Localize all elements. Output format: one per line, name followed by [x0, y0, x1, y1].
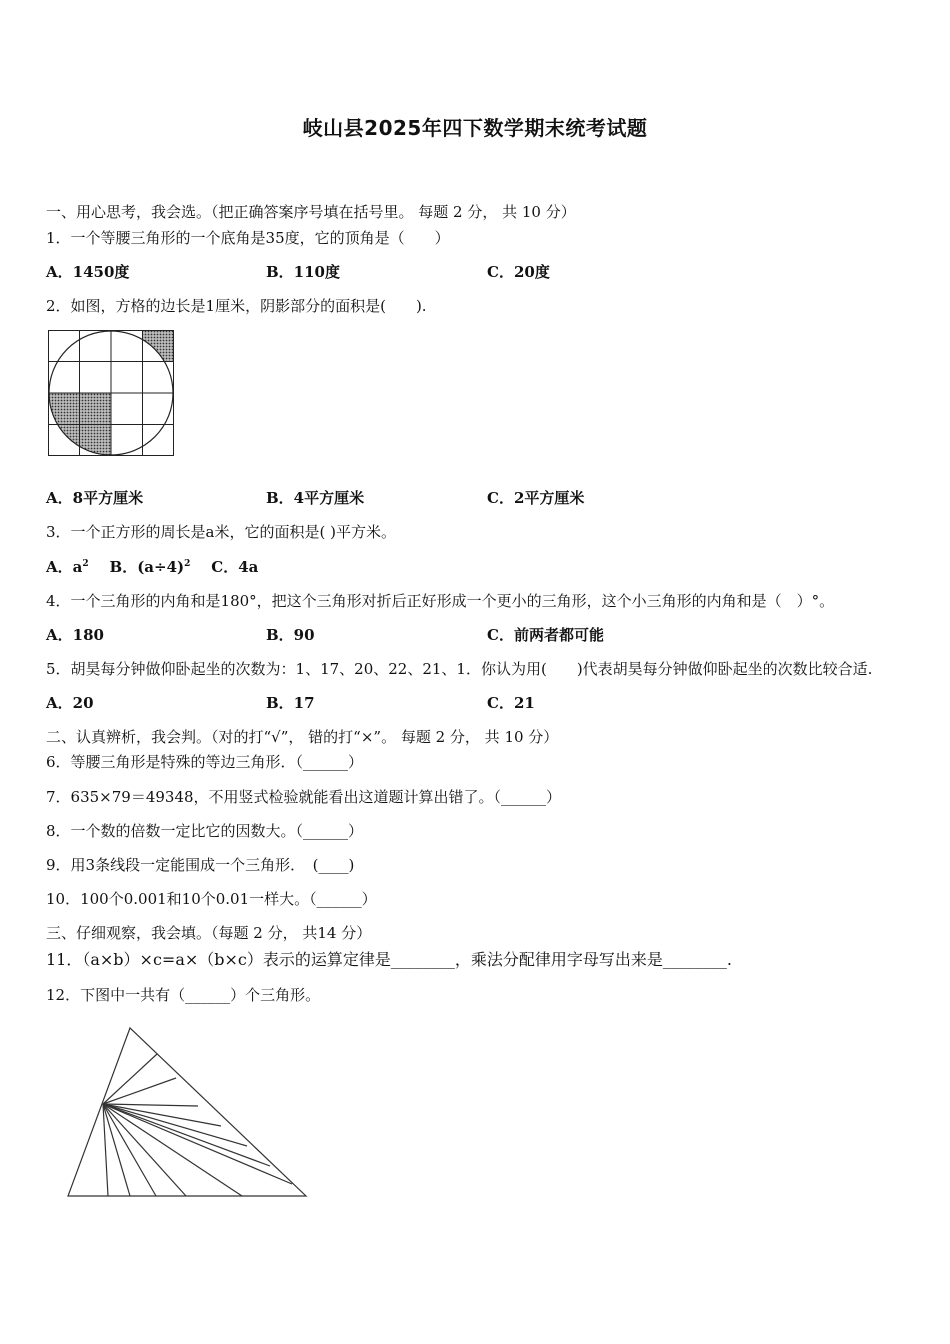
- question-5-option-c: C．21: [487, 694, 535, 712]
- fan-line: [103, 1104, 198, 1106]
- section-3-heading: 三、仔细观察，我会填。（每题 2 分， 共14 分）: [46, 924, 372, 942]
- fan-line: [103, 1104, 270, 1166]
- question-3-option-b: B．$(a\div 4)^2$: [109, 558, 191, 576]
- question-3-stem: 3．一个正方形的周长是a米，它的面积是( )平方米。: [46, 523, 396, 541]
- grid-circle-figure: [48, 330, 174, 456]
- question-9: 9．用3条线段一定能围成一个三角形． (____): [46, 856, 355, 874]
- question-2-stem: 2．如图，方格的边长是1厘米，阴影部分的面积是( ).: [46, 297, 427, 315]
- fan-line: [103, 1078, 176, 1104]
- question-6: 6．等腰三角形是特殊的等边三角形．（______）: [46, 753, 364, 771]
- section-2-heading: 二、认真辨析，我会判。（对的打“√”， 错的打“×”。 每题 2 分， 共 10 分）: [46, 728, 559, 746]
- fan-line: [103, 1104, 247, 1146]
- question-1-option-c: C．20度: [487, 263, 550, 281]
- fan-line: [103, 1104, 156, 1196]
- question-3-option-a: A．$a^2$: [46, 558, 89, 576]
- question-10: 10．100个0.001和10个0.01一样大。（______）: [46, 890, 377, 908]
- question-2-option-a: A．8平方厘米: [46, 489, 144, 507]
- question-8: 8．一个数的倍数一定比它的因数大。（______）: [46, 822, 364, 840]
- question-11: 11．（a×b）×c=a×（b×c）表示的运算定律是________，乘法分配律用字母写出来是________.: [46, 950, 732, 969]
- question-2-option-c: C．2平方厘米: [487, 489, 585, 507]
- question-4-option-b: B．90: [266, 626, 315, 644]
- question-1-option-a: A．1450度: [46, 263, 130, 281]
- page-title: 岐山县2025年四下数学期末统考试题: [302, 116, 648, 140]
- question-1-stem: 1．一个等腰三角形的一个底角是35度，它的顶角是（ ）: [46, 229, 450, 247]
- fan-line: [103, 1104, 292, 1184]
- question-4-option-c: C．前两者都可能: [487, 626, 604, 644]
- section-1-heading: 一、用心思考，我会选。（把正确答案序号填在括号里。 每题 2 分， 共 10 分）: [46, 203, 576, 221]
- question-7: 7．635×79＝49348，不用竖式检验就能看出这道题计算出错了。（______）: [46, 788, 562, 806]
- question-4-stem: 4．一个三角形的内角和是180°，把这个三角形对折后正好形成一个更小的三角形，这个小三角形的内角和是（ ）°。: [46, 592, 835, 610]
- question-12: 12．下图中一共有（______）个三角形。: [46, 986, 321, 1004]
- fan-line: [103, 1104, 242, 1196]
- triangle-fan-figure: [60, 1022, 314, 1202]
- question-5-stem: 5．胡昊每分钟做仰卧起坐的次数为：1、17、20、22、21、1．你认为用( )代表胡昊每分钟做仰卧起坐的次数比较合适.: [46, 660, 873, 678]
- question-2-option-b: B．4平方厘米: [266, 489, 365, 507]
- question-5-option-b: B．17: [266, 694, 315, 712]
- question-1-option-b: B．110度: [266, 263, 340, 281]
- question-5-option-a: A．20: [46, 694, 94, 712]
- question-4-option-a: A．180: [46, 626, 104, 644]
- question-3-options: [46, 556, 258, 577]
- question-3-option-c: C．4a: [211, 558, 259, 576]
